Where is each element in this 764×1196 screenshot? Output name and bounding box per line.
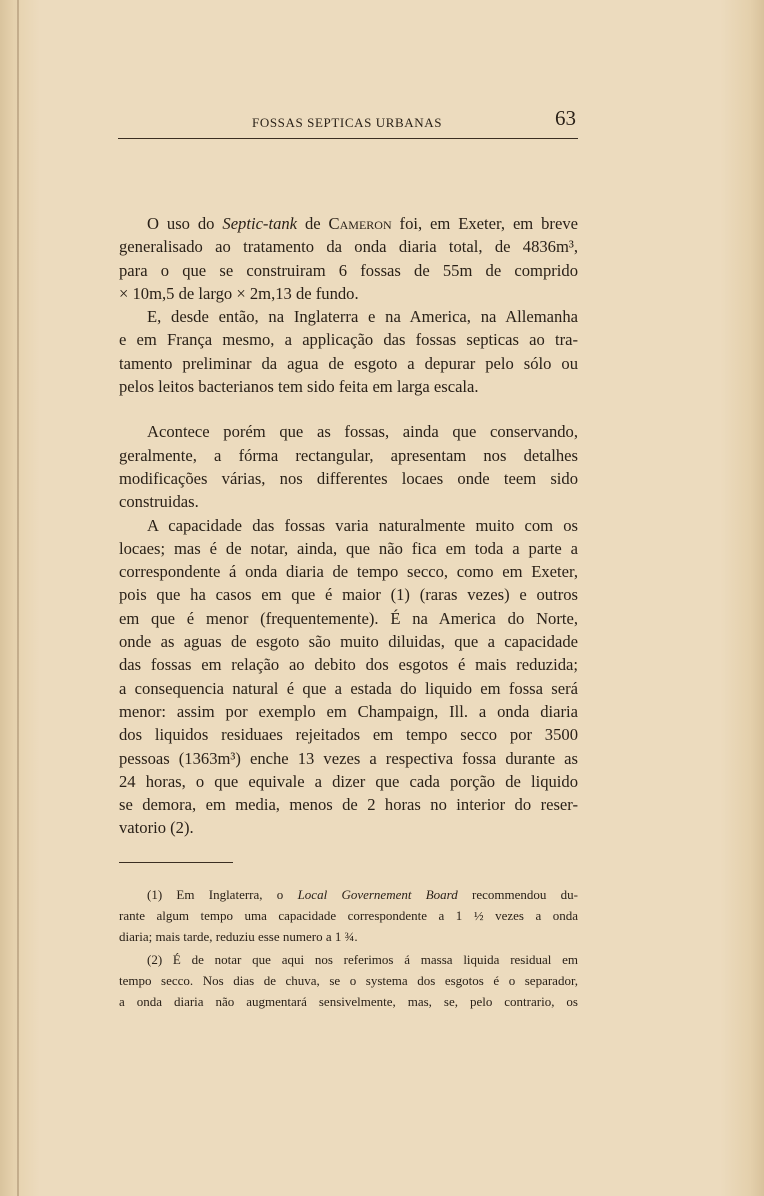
footnote-rule: [119, 862, 233, 863]
binding-gutter: [17, 0, 19, 1196]
running-title: FOSSAS SEPTICAS URBANAS: [252, 115, 443, 130]
italic-term: Local Governement Board: [297, 887, 458, 902]
text-line: E, desde então, na Inglaterra e na America, na Allemanha: [147, 307, 578, 327]
text-run: (1) Em Inglaterra, o: [147, 887, 298, 902]
text-run: de: [297, 214, 329, 233]
text-line: tamento preliminar da agua de esgoto a depurar pelo sólo ou: [119, 353, 578, 373]
footnote-line: [119, 884, 578, 905]
footnote-line: a onda diaria não augmentará sensivelmente, mas, se, pelo contrario, os: [119, 994, 578, 1009]
text-run: recommendou du-: [457, 887, 578, 902]
footnote-line: tempo secco. Nos dias de chuva, se o systema dos esgotos é o separador,: [119, 973, 578, 988]
paragraph-3: [119, 420, 578, 513]
text-line: modificações várias, nos differentes locaes onde teem sido: [119, 468, 578, 488]
text-line: A capacidade das fossas varia naturalmente muito com os: [147, 515, 578, 535]
paragraph-4: [119, 514, 578, 840]
text-line: e em França mesmo, a applicação das fossas septicas ao tra-: [119, 330, 578, 350]
text-line: para o que se construiram 6 fossas de 55m de comprido: [119, 260, 578, 280]
header-rule: [118, 138, 578, 139]
author-name: Cameron: [328, 214, 392, 233]
italic-term: Septic-tank: [222, 214, 298, 233]
text-line: locaes; mas é de notar, ainda, que não fica em toda a parte a: [119, 538, 578, 558]
paragraph-2: [119, 305, 578, 398]
footnote-line: rante algum tempo uma capacidade correspondente a 1 ½ vezes a onda: [119, 908, 578, 923]
text-line: construidas.: [119, 492, 199, 512]
text-line: [119, 212, 578, 235]
text-line: × 10m,5 de largo × 2m,13 de fundo.: [119, 283, 359, 303]
text-line: correspondente á onda diaria de tempo secco, como em Exeter,: [119, 562, 578, 582]
footnote-line: diaria; mais tarde, reduziu esse numero a 1 ¾.: [119, 929, 358, 944]
text-line: geralmente, a fórma rectangular, apresentam nos detalhes: [119, 445, 578, 465]
footnote-1: [119, 884, 578, 947]
text-line: pelos leitos bacterianos tem sido feita em larga escala.: [119, 377, 479, 397]
text-line: pessoas (1363m³) enche 13 vezes a respectiva fossa durante as: [119, 748, 578, 768]
text-line: vatorio (2).: [119, 818, 194, 838]
running-head: [118, 104, 578, 140]
text-line: Acontece porém que as fossas, ainda que conservando,: [147, 422, 578, 442]
text-line: dos liquidos residuaes rejeitados em tempo secco por 3500: [119, 725, 578, 745]
page-number: 63: [555, 106, 576, 130]
text-line: generalisado ao tratamento da onda diaria total, de 4836m³,: [119, 237, 578, 257]
body-text: [119, 212, 578, 840]
footnote-line: (2) É de notar que aqui nos referimos á massa liquida residual em: [147, 952, 578, 967]
text-line: se demora, em media, menos de 2 horas no interior do reser-: [119, 795, 578, 815]
text-line: em que é menor (frequentemente). É na America do Norte,: [119, 608, 578, 628]
text-line: a consequencia natural é que a estada do liquido em fossa será: [119, 678, 578, 698]
footnote-2: [119, 949, 578, 1012]
text-line: das fossas em relação ao debito dos esgotos é mais reduzida;: [119, 655, 578, 675]
text-line: onde as aguas de esgoto são muito diluidas, que a capacidade: [119, 632, 578, 652]
text-run: foi, em Exeter, em breve: [391, 214, 578, 233]
text-run: O uso do: [147, 214, 223, 233]
paragraph-1: [119, 212, 578, 305]
text-line: pois que ha casos em que é maior (1) (raras vezes) e outros: [119, 585, 578, 605]
text-line: 24 horas, o que equivale a dizer que cada porção de liquido: [119, 771, 578, 791]
text-line: menor: assim por exemplo em Champaign, Ill. a onda diaria: [119, 701, 578, 721]
footnotes: [119, 884, 578, 1012]
